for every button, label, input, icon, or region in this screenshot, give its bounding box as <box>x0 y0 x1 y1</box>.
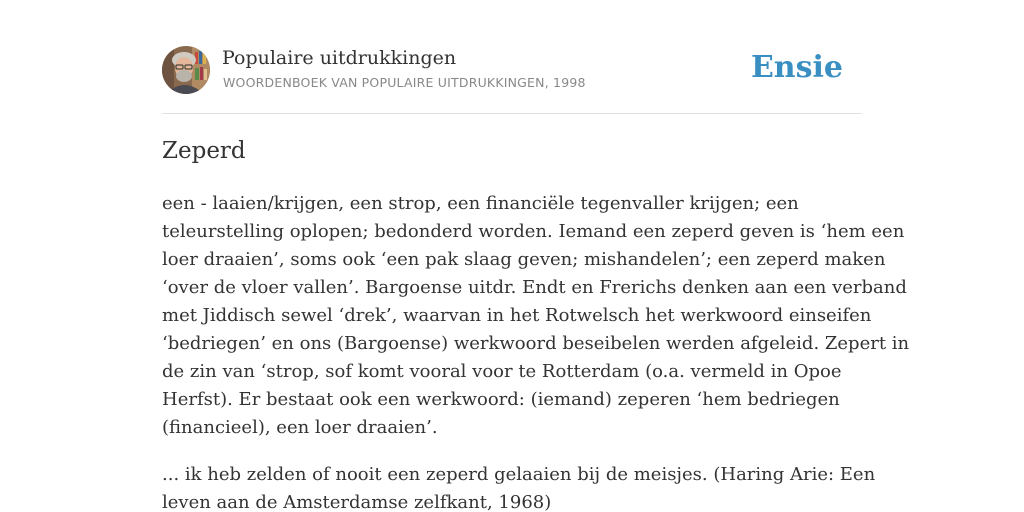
source-subtitle: WOORDENBOEK VAN POPULAIRE UITDRUKKINGEN, 1998 <box>223 75 586 90</box>
definition-line: met Jiddisch sewel ‘drek’, waarvan in het Rotwelsch het werkwoord einseifen <box>162 305 872 326</box>
definition-line: teleurstelling oplopen; bedonderd worden. Iemand een zeperd geven is ‘hem een <box>162 221 905 242</box>
entry-definition <box>162 190 910 442</box>
definition-line: een - laaien/krijgen, een strop, een financiële tegenvaller krijgen; een <box>162 193 799 214</box>
definition-line: Herfst). Er bestaat ook een werkwoord: (iemand) zeperen ‘hem bedriegen <box>162 389 840 410</box>
entry-quote <box>162 461 876 512</box>
source-title[interactable]: Populaire uitdrukkingen <box>222 47 457 69</box>
definition-line: loer draaien’, soms ook ‘een pak slaag geven; mishandelen’; een zeperd maken <box>162 249 886 270</box>
definition-line: ‘bedriegen’ en ons (Bargoense) werkwoord beseibelen werden afgeleid. Zepert in <box>162 333 910 354</box>
entry-title: Zeperd <box>162 138 246 164</box>
quote-line: leven aan de Amsterdamse zelfkant, 1968) <box>162 492 552 512</box>
definition-line: (financieel), een loer draaien’. <box>162 417 438 438</box>
author-portrait-icon[interactable] <box>162 46 210 94</box>
definition-line: ‘over de vloer vallen’. Bargoense uitdr. Endt en Frerichs denken aan een verband <box>162 277 907 298</box>
source-header <box>162 46 862 96</box>
divider <box>162 113 862 114</box>
ensie-logo[interactable]: Ensie <box>750 50 843 85</box>
quote-line: ... ik heb zelden of nooit een zeperd gelaaien bij de meisjes. (Haring Arie: Een <box>162 464 876 485</box>
definition-line: de zin van ‘strop, sof komt vooral voor te Rotterdam (o.a. vermeld in Opoe <box>162 361 842 382</box>
